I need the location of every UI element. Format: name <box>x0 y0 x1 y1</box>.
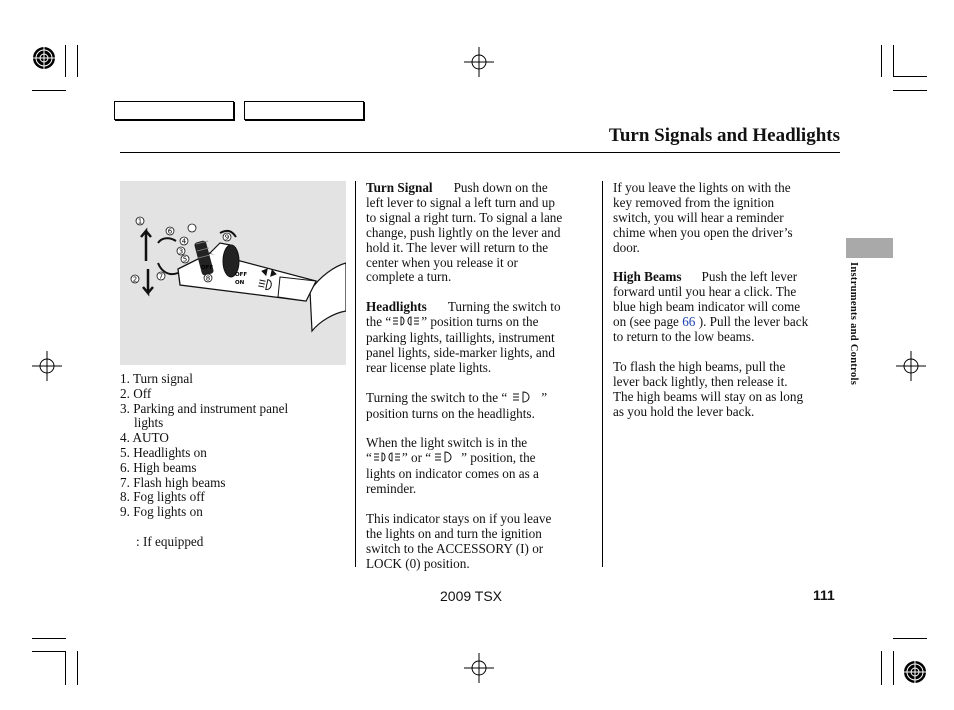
body-text: panel lights, side-marker lights, and <box>366 344 555 360</box>
body-text: This indicator stays on if you leave <box>366 510 552 526</box>
body-text: ” or “ <box>401 450 432 466</box>
body-text: lights on indicator comes on as a <box>366 466 539 482</box>
body-text: Turning the switch to the “ <box>366 389 508 405</box>
headlights-symbol-icon <box>431 451 461 467</box>
body-text: hold it. The lever will return to the <box>366 239 549 255</box>
body-text: Push down on the <box>453 180 548 195</box>
section-tab-label: Instruments and Controls <box>848 262 859 386</box>
title-rule <box>120 152 840 153</box>
headlights-symbol-icon <box>507 391 541 407</box>
body-text: If you leave the lights on with the <box>613 180 791 195</box>
legend-item: 8. Fog lights off <box>120 489 205 505</box>
body-text: The high beams will stay on as long <box>613 388 804 404</box>
legend-item: 9. Fog lights on <box>120 504 203 520</box>
body-text: on (see page <box>613 314 679 330</box>
headlights-heading: Headlights <box>366 299 427 315</box>
body-text: the “ <box>366 314 392 330</box>
body-text: LOCK (0) position. <box>366 555 470 571</box>
figure-legend <box>120 372 288 550</box>
legend-footnote: : If equipped <box>136 533 204 549</box>
section-tab <box>846 238 893 258</box>
registration-target-icon <box>29 43 59 73</box>
crosshair-icon <box>32 351 62 381</box>
column-high-beams <box>613 181 841 419</box>
header-tab-box <box>244 101 364 120</box>
body-text: center when you release it or <box>366 254 518 270</box>
body-text: left lever to signal a left turn and up <box>366 194 555 210</box>
body-text: key removed from the ignition <box>613 194 775 210</box>
parking-lights-symbol-icon <box>372 451 402 467</box>
body-text: to return to the low beams. <box>613 329 755 345</box>
body-text: as you hold the lever back. <box>613 403 755 419</box>
legend-item: 1. Turn signal <box>120 371 193 386</box>
body-text: position turns on the headlights. <box>366 405 535 421</box>
registration-target-icon <box>900 657 930 687</box>
figure-marker: 1 <box>137 217 143 226</box>
body-text: ” <box>541 389 548 405</box>
body-text: forward until you hear a click. The <box>613 284 797 300</box>
body-text: to signal a right turn. To signal a lane <box>366 209 563 225</box>
turn-signal-heading: Turn Signal <box>366 180 433 195</box>
footer-model: 2009 TSX <box>440 588 503 604</box>
legend-item: lights <box>134 415 164 431</box>
page-title: Turn Signals and Headlights <box>608 125 840 146</box>
body-text: chime when you open the driver’s <box>613 224 793 240</box>
figure-marker: 3 <box>178 247 184 256</box>
body-text: change, push lightly on the lever and <box>366 224 561 240</box>
body-text: ” position, the <box>461 450 536 466</box>
figure-marker: 2 <box>132 275 138 284</box>
legend-item: 6. High beams <box>120 459 197 475</box>
crosshair-icon <box>464 653 494 683</box>
body-text: switch to the ACCESSORY (I) or <box>366 540 544 556</box>
body-text: rear license plate lights. <box>366 359 492 375</box>
header-tab-box <box>114 101 234 120</box>
body-text: parking lights, taillights, instrument <box>366 330 555 346</box>
body-text: Push the left lever <box>701 269 798 285</box>
column-divider <box>355 181 356 567</box>
parking-lights-symbol-icon <box>391 315 421 331</box>
figure-marker: 6 <box>167 227 173 236</box>
legend-item: 5. Headlights on <box>120 444 207 460</box>
legend-item: 4. AUTO <box>120 430 169 446</box>
body-text: the lights on and turn the ignition <box>366 525 542 541</box>
body-text: blue high beam indicator will come <box>613 299 801 315</box>
column-divider <box>602 181 603 567</box>
body-text: Turning the switch to <box>447 299 561 315</box>
lever-figure <box>120 181 346 365</box>
page-number: 111 <box>813 587 835 603</box>
body-text: ). Pull the lever back <box>698 314 809 330</box>
figure-marker: 5 <box>182 255 188 264</box>
legend-item: 7. Flash high beams <box>120 474 226 490</box>
body-text: ” position turns on the <box>421 314 539 330</box>
crosshair-icon <box>896 351 926 381</box>
body-text: When the light switch is in the <box>366 435 528 451</box>
body-text: switch, you will hear a reminder <box>613 209 784 225</box>
figure-marker: 9 <box>224 233 230 242</box>
lever-label: ON <box>235 280 245 286</box>
crosshair-icon <box>464 47 494 77</box>
figure-marker: 7 <box>158 272 164 281</box>
legend-item: 3. Parking and instrument panel <box>120 400 289 416</box>
headlight-lever-illustration <box>120 181 346 365</box>
lever-label: OFF <box>235 272 248 278</box>
high-beams-heading: High Beams <box>613 269 682 285</box>
legend-item: 2. Off <box>120 385 152 401</box>
body-text: complete a turn. <box>366 269 452 285</box>
page-reference-link[interactable]: 66 <box>682 314 696 330</box>
body-text: door. <box>613 239 640 255</box>
body-text: lever back lightly, then release it. <box>613 373 788 389</box>
body-text: “ <box>366 450 372 466</box>
figure-marker: 4 <box>181 237 187 246</box>
column-turn-signal-headlights <box>366 181 598 572</box>
body-text: To flash the high beams, pull the <box>613 358 786 374</box>
lever-label: OFF <box>201 265 214 271</box>
figure-marker: 8 <box>205 274 211 283</box>
body-text: reminder. <box>366 481 417 497</box>
